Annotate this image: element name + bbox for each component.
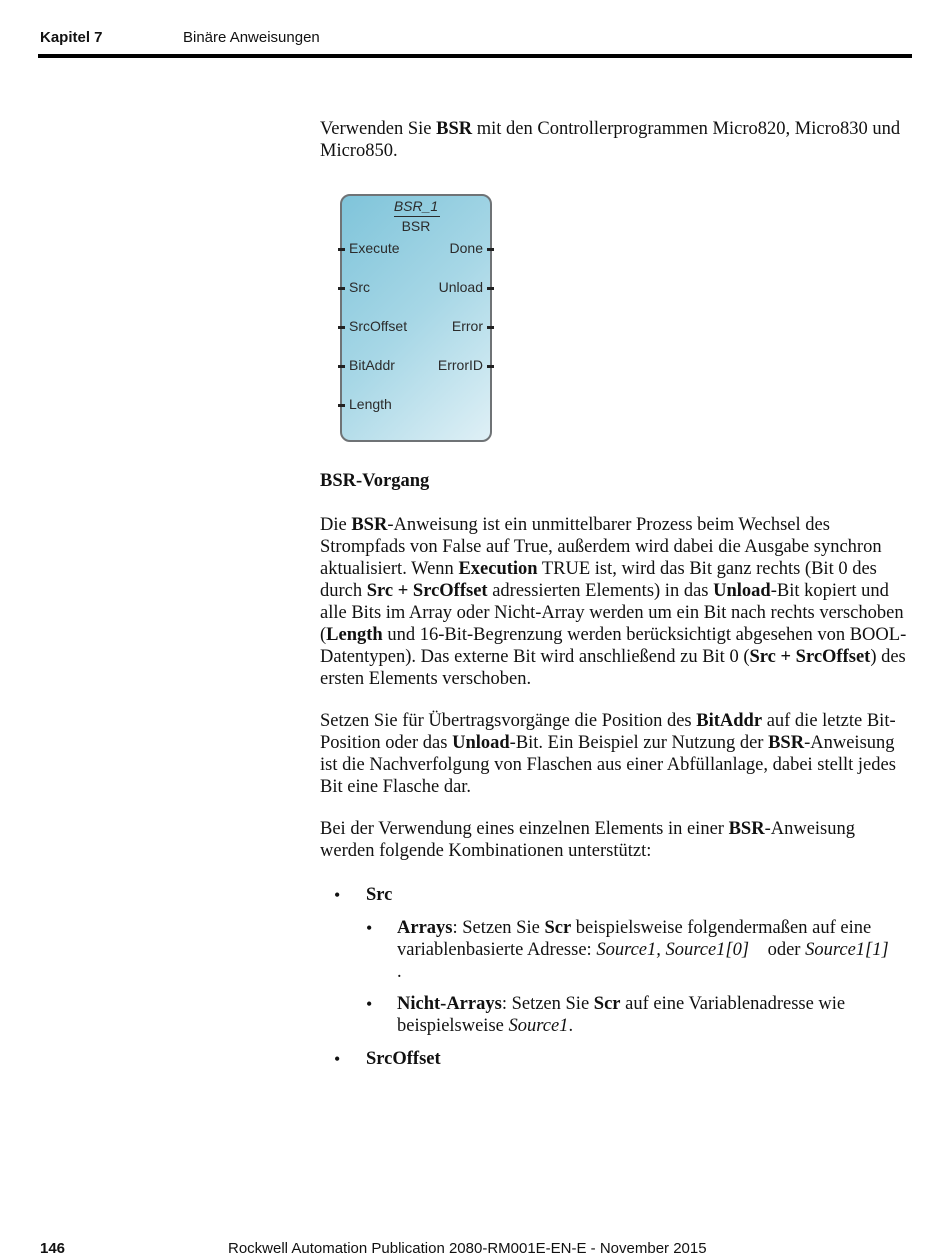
text: Setzen Sie für Übertragsvorgänge die Position des bbox=[320, 711, 697, 731]
input-pin-stub bbox=[338, 365, 345, 368]
bullet-list bbox=[334, 884, 914, 1070]
bold-text: BSR bbox=[768, 733, 805, 753]
text: ) des ersten Elements verschoben. bbox=[320, 647, 906, 689]
text: . bbox=[397, 962, 402, 982]
bsr-function-block-diagram bbox=[334, 190, 496, 444]
italic-text: Source1, Source1[0] bbox=[596, 940, 750, 960]
input-pin-src: Src bbox=[349, 279, 370, 295]
output-pin-stub bbox=[487, 248, 494, 251]
text: und 16-Bit-Begrenzung werden berücksichtigt abgesehen von BOOL-Datentypen). Das externe Bit wird anschließend zu Bit 0 ( bbox=[320, 625, 907, 667]
list-item-label: SrcOffset bbox=[366, 1049, 441, 1069]
text: -Anweisung ist ein unmittelbarer Prozess beim Wechsel des Strompfads von False auf True, außerdem wird dabei die Ausgabe synchron aktualisiert. Wenn bbox=[320, 515, 882, 579]
text: beispielsweise folgendermaßen auf eine variablenbasierte Adresse: bbox=[397, 918, 872, 960]
bold-text: BSR bbox=[436, 119, 473, 139]
input-pin-execute: Execute bbox=[349, 240, 400, 256]
text: auf eine Variablenadresse wie beispielsweise bbox=[397, 994, 846, 1036]
italic-text: Source1 bbox=[508, 1016, 569, 1036]
heading-text: BSR-Vorgang bbox=[320, 471, 430, 491]
input-pin-srcoffset: SrcOffset bbox=[349, 318, 408, 334]
text: . bbox=[568, 1016, 574, 1036]
output-pin-done: Done bbox=[449, 240, 483, 256]
output-pin-stub bbox=[487, 365, 494, 368]
bold-text: BSR bbox=[351, 515, 388, 535]
input-pin-stub bbox=[338, 287, 345, 290]
intro-paragraph bbox=[320, 118, 910, 162]
text: oder bbox=[749, 940, 806, 960]
bold-text: Length bbox=[326, 625, 383, 645]
section-heading bbox=[320, 470, 910, 492]
bold-text: Arrays bbox=[397, 918, 453, 938]
output-pin-unload: Unload bbox=[438, 279, 483, 295]
bold-text: Scr bbox=[544, 918, 572, 938]
bullet-icon: • bbox=[366, 994, 373, 1014]
text: : Setzen Sie bbox=[452, 918, 545, 938]
list-subitem bbox=[334, 917, 914, 983]
text: -Bit kopiert und alle Bits im Array oder Nicht-Array werden um ein Bit nach rechts verschoben ( bbox=[320, 581, 904, 645]
text: TRUE ist, wird das Bit ganz rechts (Bit 0 des durch bbox=[320, 559, 877, 601]
input-pin-length: Length bbox=[349, 396, 392, 412]
list-subitem bbox=[334, 993, 914, 1037]
list-item bbox=[334, 884, 914, 906]
paragraph-combinations bbox=[320, 818, 910, 862]
paragraph-carry bbox=[320, 710, 910, 798]
text: Die bbox=[320, 515, 352, 535]
bullet-icon: • bbox=[334, 1049, 341, 1069]
bullet-icon: • bbox=[366, 918, 373, 938]
output-pin-stub bbox=[487, 287, 494, 290]
list-item-label: Src bbox=[366, 885, 393, 905]
bold-text: Unload bbox=[713, 581, 771, 601]
text: -Anweisung ist die Nachverfolgung von Flaschen aus einer Abfüllanlage, dabei stellt jedes Bit eine Flasche dar. bbox=[320, 733, 896, 797]
text: : Setzen Sie bbox=[501, 994, 594, 1014]
text: -Anweisung werden folgende Kombinationen unterstützt: bbox=[320, 819, 856, 861]
page-number: 146 bbox=[40, 1240, 66, 1257]
chapter-number: Kapitel 7 bbox=[40, 29, 103, 46]
input-pin-bitaddr: BitAddr bbox=[349, 357, 395, 373]
bold-text: Execution bbox=[458, 559, 538, 579]
text: Bei der Verwendung eines einzelnen Elements in einer bbox=[320, 819, 729, 839]
instance-underline bbox=[394, 216, 440, 217]
paragraph-operation bbox=[320, 514, 910, 690]
bold-text: Src + SrcOffset bbox=[749, 647, 871, 667]
function-block-body bbox=[340, 194, 492, 442]
block-instance-name: BSR_1 bbox=[393, 198, 439, 214]
bold-text: Scr bbox=[593, 994, 621, 1014]
bold-text: BitAddr bbox=[696, 711, 763, 731]
text: auf die letzte Bit-Position oder das bbox=[320, 711, 896, 753]
header-rule bbox=[38, 54, 912, 58]
publication-info: Rockwell Automation Publication 2080-RM001E-EN-E - November 2015 bbox=[228, 1240, 707, 1257]
chapter-title: Binäre Anweisungen bbox=[183, 29, 320, 46]
input-pin-stub bbox=[338, 326, 345, 329]
text: -Bit. Ein Beispiel zur Nutzung der bbox=[509, 733, 769, 753]
bold-text: Nicht-Arrays bbox=[397, 994, 502, 1014]
italic-text: Source1[1] bbox=[805, 940, 889, 960]
bold-text: BSR bbox=[728, 819, 765, 839]
input-pin-stub bbox=[338, 404, 345, 407]
output-pin-stub bbox=[487, 326, 494, 329]
input-pin-stub bbox=[338, 248, 345, 251]
text: adressierten Elements) in das bbox=[487, 581, 714, 601]
text: mit den Controllerprogrammen Micro820, Micro830 und Micro850. bbox=[320, 119, 901, 161]
block-type-name: BSR bbox=[401, 218, 431, 234]
output-pin-error: Error bbox=[451, 318, 483, 334]
text: Verwenden Sie bbox=[320, 119, 437, 139]
bullet-icon: • bbox=[334, 885, 341, 905]
output-pin-errorid: ErrorID bbox=[437, 357, 483, 373]
bold-text: Src + SrcOffset bbox=[366, 581, 488, 601]
bold-text: Unload bbox=[452, 733, 510, 753]
list-item bbox=[334, 1048, 914, 1070]
